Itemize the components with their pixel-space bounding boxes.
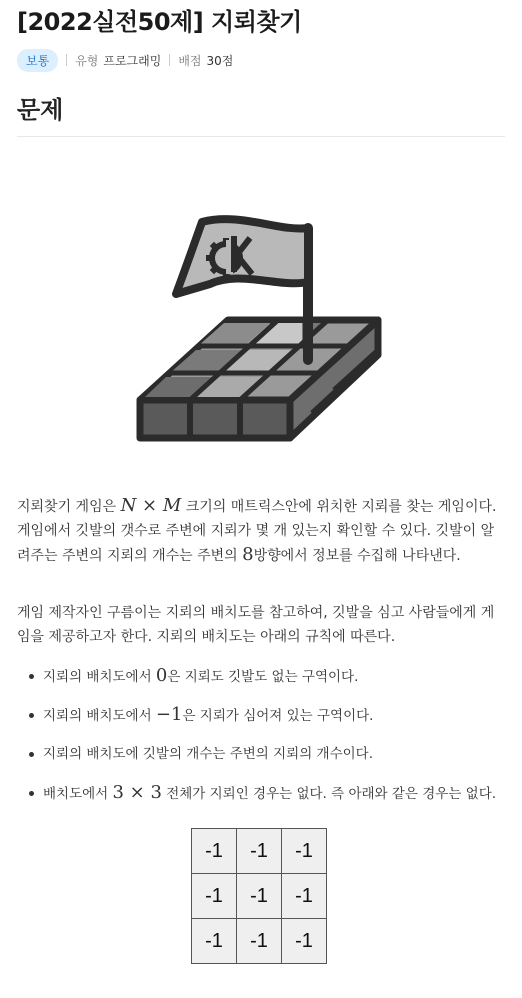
grid-cell: -1 xyxy=(192,874,237,919)
math-expression: 8 xyxy=(242,544,254,565)
problem-title: [2022실전50제] 지뢰찾기 xyxy=(17,8,302,36)
example-grid xyxy=(191,828,327,964)
section-divider xyxy=(17,136,505,137)
list-item: 배치도에서 3 × 3 전체가 지뢰인 경우는 없다. 즉 아래와 같은 경우는 없다. xyxy=(43,779,522,818)
list-item: 지뢰의 배치도에 깃발의 개수는 주변의 지뢰의 개수이다. xyxy=(43,740,522,779)
math-expression: N × M xyxy=(120,495,182,516)
grid-cell: -1 xyxy=(237,919,282,964)
problem-description: 지뢰찾기 게임은 N × M 크기의 매트릭스안에 위치한 지뢰를 찾는 게임이다. 게임에서 깃발의 갯수로 주변에 지뢰가 몇 개 있는지 확인할 수 있다. 깃발이 알려주는 주변의 지뢰의 개수는 주변의 8방향에서 정보를 수집해 나타낸다. xyxy=(17,495,497,565)
grid-cell: -1 xyxy=(192,829,237,874)
kde-flag-minefield-icon xyxy=(130,210,390,450)
score-label: 배점 xyxy=(178,53,202,68)
table-row xyxy=(192,874,327,919)
divider xyxy=(169,54,170,66)
grid-cell: -1 xyxy=(237,829,282,874)
score-value: 30점 xyxy=(206,53,234,68)
problem-rules-intro: 게임 제작자인 구름이는 지뢰의 배치도를 참고하여, 깃발을 심고 사람들에게 게임을 제공하고자 한다. 지뢰의 배치도는 아래의 규칙에 따른다. xyxy=(17,605,495,645)
type-label: 유형 xyxy=(75,53,99,68)
type-value: 프로그래밍 xyxy=(103,53,162,68)
grid-cell: -1 xyxy=(282,874,327,919)
problem-meta xyxy=(17,49,233,71)
board-front xyxy=(140,400,290,438)
section-heading: 문제 xyxy=(17,96,64,124)
grid-cell: -1 xyxy=(282,829,327,874)
grid-cell: -1 xyxy=(282,919,327,964)
rules-list xyxy=(17,662,522,818)
list-item: 지뢰의 배치도에서 −1은 지뢰가 심어져 있는 구역이다. xyxy=(43,701,522,740)
grid-cell: -1 xyxy=(192,919,237,964)
table-row xyxy=(192,829,327,874)
difficulty-badge: 보통 xyxy=(17,49,58,72)
table-row xyxy=(192,919,327,964)
divider xyxy=(66,54,67,66)
grid-cell: -1 xyxy=(237,874,282,919)
list-item: 지뢰의 배치도에서 0은 지뢰도 깃발도 없는 구역이다. xyxy=(43,662,522,701)
